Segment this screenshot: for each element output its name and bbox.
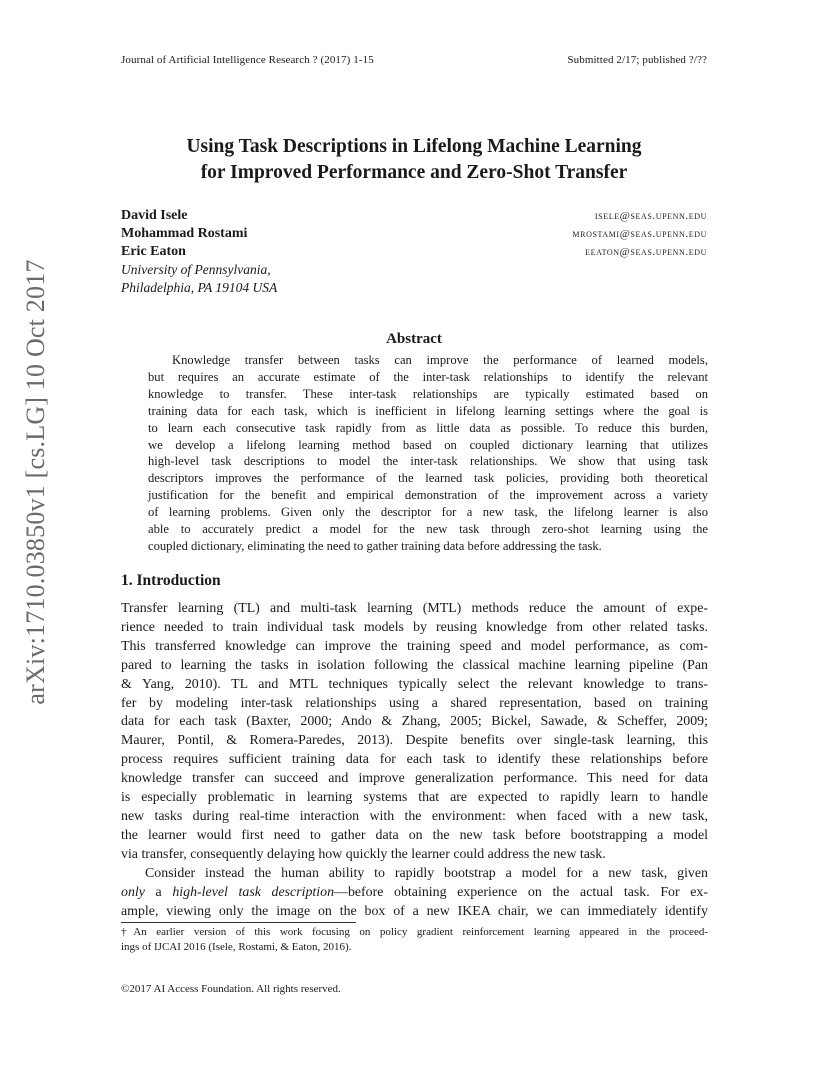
body-line: pared to learning the tasks in isolation following the classical machine learning pipeline (Pan: [121, 657, 708, 673]
body-line: fer by modeling inter-task relationships using a shared representation, based on training: [121, 695, 708, 711]
body-text: a: [144, 884, 173, 900]
abstract-line: we develop a lifelong learning method based on coupled dictionary learning that utilizes: [148, 437, 708, 452]
arxiv-stamp-text: arXiv:1710.03850v1 [cs.LG] 10 Oct 2017: [21, 259, 50, 705]
author-row: [121, 225, 707, 243]
affiliation-line: University of Pennsylvania,: [121, 262, 271, 277]
section-heading: 1. Introduction: [121, 572, 221, 589]
abstract-line: training data for each task, which is inefficient in lifelong learning settings where the goal is: [148, 403, 708, 418]
abstract-line: of learning problems. Given only the descriptor for a new task, the lifelong learner is also: [148, 505, 708, 520]
abstract-line: high-level task descriptions to model the inter-task relationships. We show that using task: [148, 454, 708, 469]
footnote-line: †An earlier version of this work focusing on policy gradient reinforcement learning appeared in the proceed-: [121, 926, 708, 938]
abstract-line: knowledge to transfer. These inter-task relationships are typically estimated based on: [148, 386, 708, 401]
abstract-line: able to accurately predict a model for the new task through zero-shot learning using the: [148, 522, 708, 537]
author-block: [121, 207, 707, 297]
body-line: process requires sufficient training data for each task to identify these relationships before: [121, 752, 708, 768]
affiliation-line: Philadelphia, PA 19104 USA: [121, 280, 278, 295]
body-line: This transferred knowledge can improve the training speed and model performance, as com-: [121, 638, 708, 654]
title-line: for Improved Performance and Zero-Shot Transfer: [200, 162, 628, 183]
section-body: [121, 600, 708, 921]
body-line: via transfer, consequently delaying how quickly the learner could address the new task.: [121, 846, 606, 862]
author-row: [121, 207, 707, 225]
emphasis-only: only: [121, 884, 145, 900]
running-header-submission: Submitted 2/17; published ?/??: [567, 54, 707, 66]
body-line: is especially problematic in learning systems that are expected to rapidly learn to handle: [121, 790, 708, 806]
running-header-journal: Journal of Artificial Intelligence Research ? (2017) 1-15: [121, 54, 374, 66]
abstract-line: but requires an accurate estimate of the inter-task relationships to identify the relevant: [148, 369, 708, 384]
body-line: Maurer, Pontil, & Romera-Paredes, 2013). Despite benefits over single-task learning, this: [121, 733, 708, 749]
footnote-line: ings of IJCAI 2016 (Isele, Rostami, & Eaton, 2016).: [121, 941, 352, 954]
author-email: eeaton@seas.upenn.edu: [585, 246, 707, 258]
author-name: Mohammad Rostami: [121, 226, 248, 241]
body-line: the learner would first need to gather data on the new task before bootstrapping a model: [121, 827, 708, 843]
abstract-line: Knowledge transfer between tasks can improve the performance of learned models,: [172, 353, 708, 367]
abstract-body: [148, 352, 708, 555]
copyright-notice: ©2017 AI Access Foundation. All rights reserved.: [121, 983, 341, 995]
abstract-line: coupled dictionary, eliminating the need to gather training data before addressing the task.: [148, 538, 602, 553]
author-email: isele@seas.upenn.edu: [594, 210, 707, 222]
body-line: data for each task (Baxter, 2000; Ando & Zhang, 2005; Bickel, Sawade, & Scheffer, 2009;: [121, 714, 708, 730]
body-line: rience needed to train individual task models by reusing knowledge from other related tasks.: [121, 619, 708, 635]
body-line: ample, viewing only the image on the box of a new IKEA chair, we can immediately identify: [121, 903, 708, 919]
body-line: Transfer learning (TL) and multi-task learning (MTL) methods reduce the amount of expe-: [121, 601, 708, 616]
author-name: David Isele: [121, 208, 188, 223]
abstract-line: to learn each consecutive task rapidly from as little data as possible. To reduce this burden,: [148, 420, 708, 435]
author-email: mrostami@seas.upenn.edu: [572, 228, 707, 240]
body-line: & Yang, 2010). TL and MTL techniques typically select the relevant knowledge to trans-: [121, 676, 708, 692]
footnote-rule: [121, 922, 356, 923]
footnote: [121, 925, 708, 956]
body-line: [121, 884, 708, 903]
body-text: —before obtaining experience on the actual task. For ex-: [334, 884, 708, 900]
abstract-line: justification for the benefit and empirical demonstration of the improvement across a variety: [148, 488, 708, 503]
title-line: Using Task Descriptions in Lifelong Machine Learning: [186, 136, 642, 157]
body-line: knowledge transfer can succeed and improve generalization performance. This need for data: [121, 771, 708, 787]
author-name: Eric Eaton: [121, 244, 186, 259]
abstract-heading: Abstract: [386, 331, 442, 347]
emphasis-task-description: high-level task description: [172, 884, 335, 900]
body-line: Consider instead the human ability to rapidly bootstrap a model for a new task, given: [145, 865, 708, 881]
abstract-line: descriptors improves the performance of the learned task policies, providing both theoretical: [148, 471, 708, 486]
body-line: new tasks during real-time interaction with the environment: when faced with a new task,: [121, 808, 708, 824]
author-row: [121, 243, 707, 261]
paper-title: [121, 134, 707, 186]
